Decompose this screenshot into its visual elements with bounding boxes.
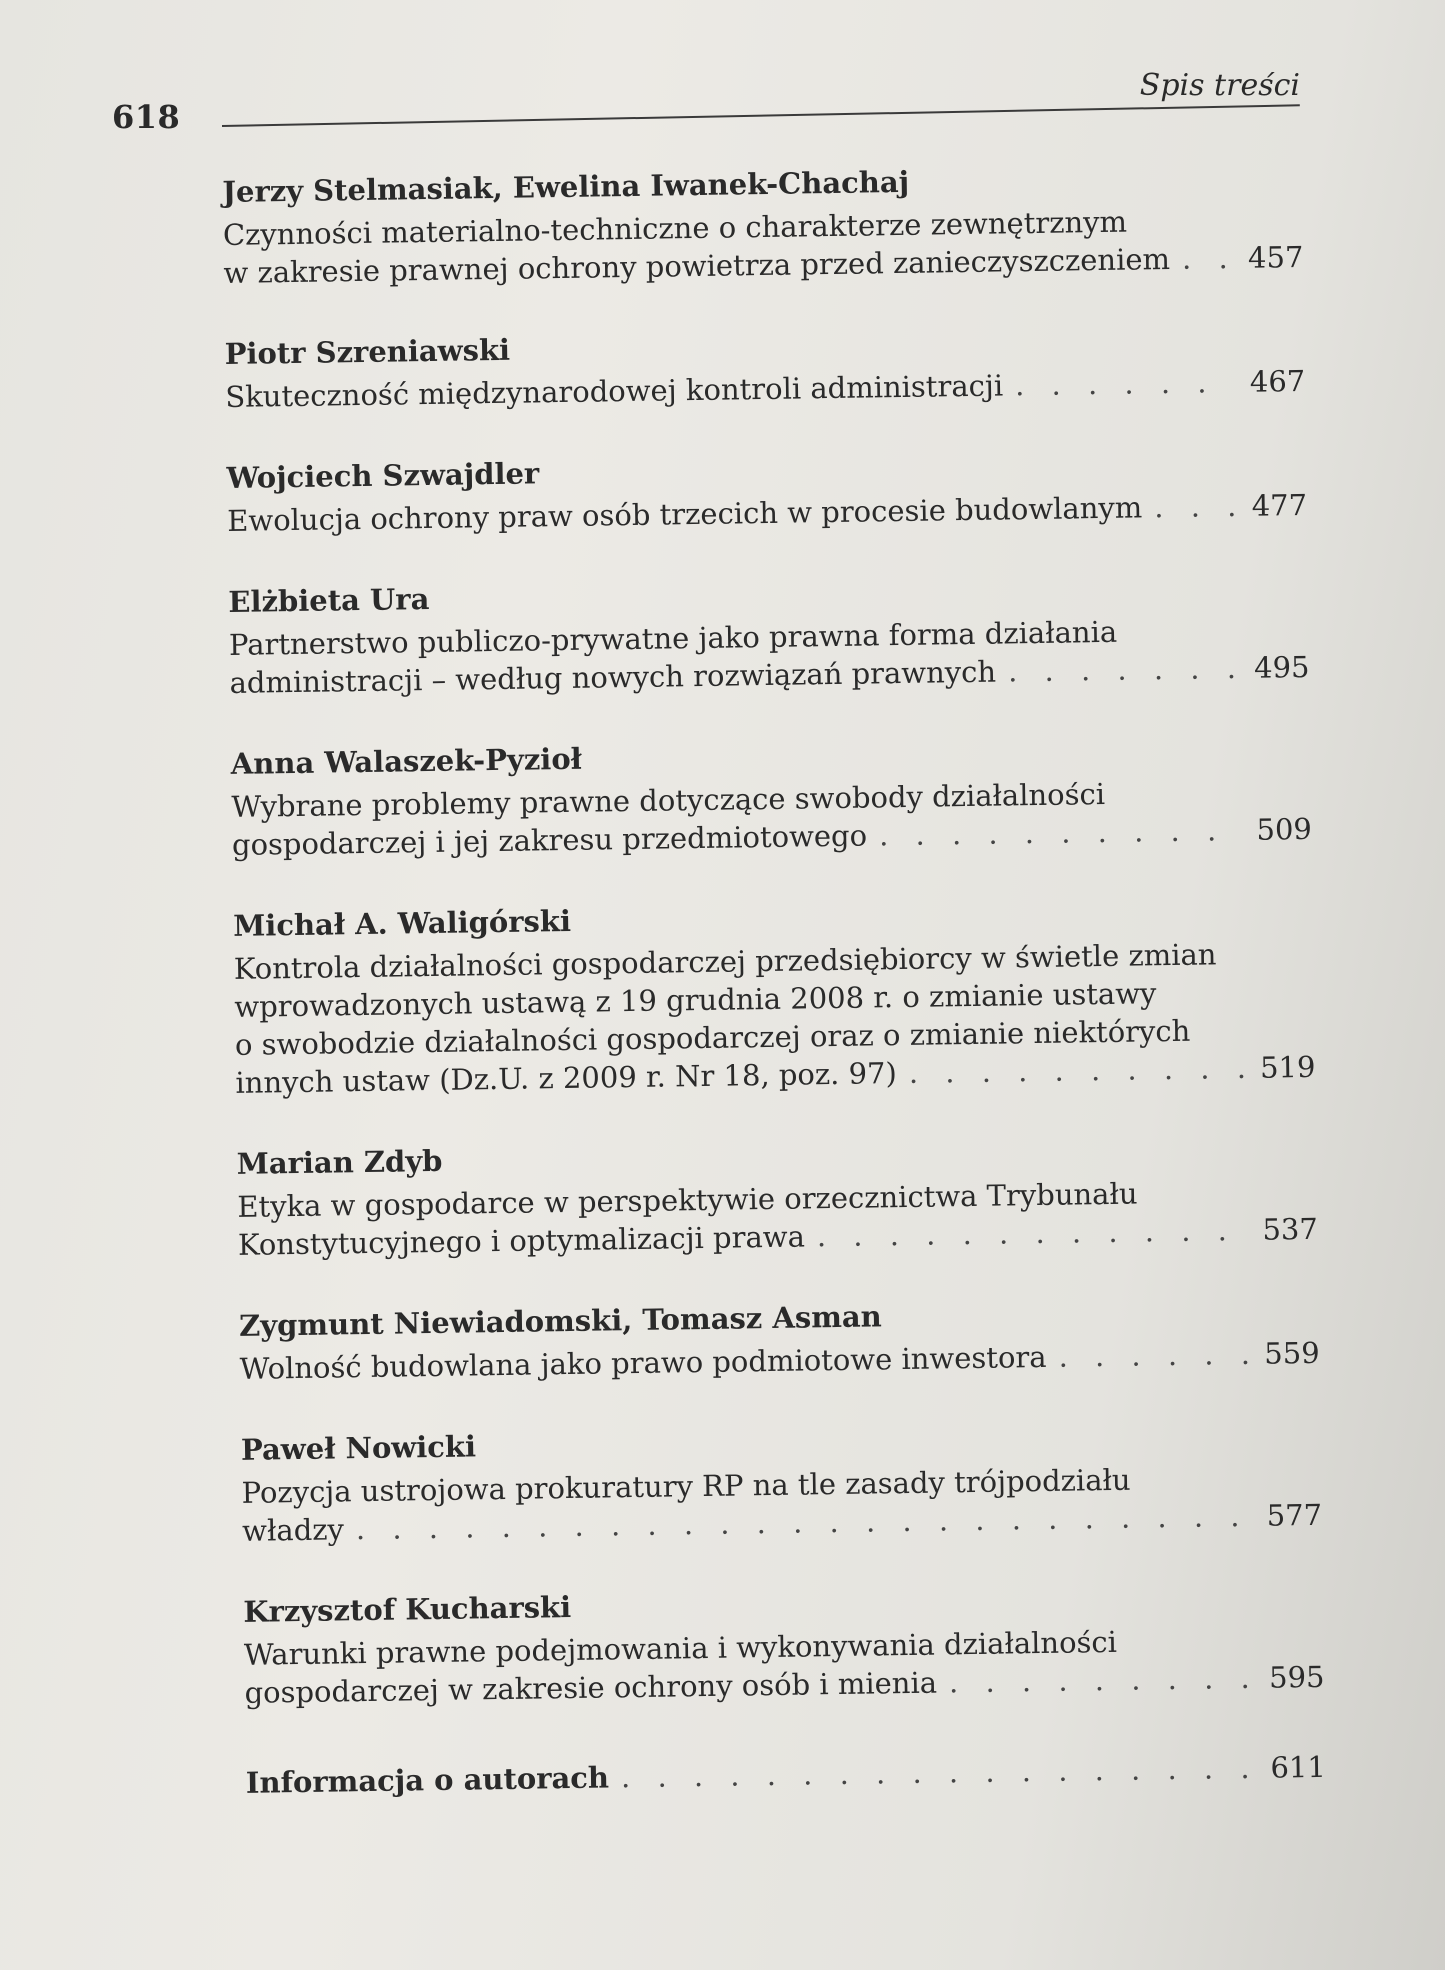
toc-title-line: Kontrola działalności gospodarczej przedsiębiorcy w świetle zmian bbox=[233, 937, 1217, 986]
dot-leader bbox=[909, 1049, 1245, 1092]
toc-title-line: gospodarczej w zakresie ochrony osób i mienia bbox=[244, 1665, 938, 1710]
toc-entry bbox=[224, 318, 1305, 416]
toc-title-line: Konstytucyjnego i optymalizacji prawa bbox=[237, 1219, 806, 1262]
toc-title-line: Skuteczność międzynarodowej kontroli administracji bbox=[225, 368, 1004, 414]
header-rule bbox=[222, 104, 1300, 127]
toc-author: Elżbieta Ura bbox=[228, 581, 430, 619]
toc-entry bbox=[226, 442, 1307, 540]
toc-title-line: gospodarczej i jej zakresu przedmiotowego bbox=[231, 818, 868, 862]
toc-title-line: w zakresie prawnej ochrony powietrza przed zanieczyszczeniem bbox=[223, 241, 1171, 290]
toc-title-line: Warunki prawne podejmowania i wykonywania działalności bbox=[243, 1624, 1118, 1672]
toc-author: Anna Walaszek-Pyzioł bbox=[230, 741, 583, 781]
dot-leader bbox=[1154, 487, 1236, 526]
toc-title-line: Czynności materialno-techniczne o charakterze zewnętrznym bbox=[222, 204, 1128, 252]
running-head: Spis treści bbox=[1139, 68, 1300, 103]
toc-author: Michał A. Waligórski bbox=[232, 903, 572, 943]
page-reference: 467 bbox=[1249, 363, 1306, 399]
toc-title-line: Wybrane problemy prawne dotyczące swobody działalności bbox=[231, 776, 1106, 824]
toc-author: Paweł Nowicki bbox=[240, 1429, 477, 1467]
toc-title-line: Ewolucja ochrony praw osób trzecich w procesie budowlanym bbox=[226, 490, 1143, 538]
toc-title-line: Etyka w gospodarce w perspektywie orzecznictwa Trybunału bbox=[237, 1176, 1138, 1224]
dot-leader bbox=[1182, 239, 1233, 278]
toc-author: Krzysztof Kucharski bbox=[243, 1589, 572, 1629]
page-reference: 519 bbox=[1259, 1049, 1316, 1085]
page-reference: 537 bbox=[1262, 1211, 1319, 1247]
toc-author: Marian Zdyb bbox=[236, 1143, 443, 1181]
page-number: 618 bbox=[112, 98, 181, 136]
page-reference: 595 bbox=[1268, 1659, 1325, 1695]
toc-title-line: administracji – według nowych rozwiązań prawnych bbox=[229, 654, 997, 700]
toc-title-line: Partnerstwo publiczo-prywatne jako prawna forma działania bbox=[228, 614, 1118, 662]
page-reference: 611 bbox=[1270, 1749, 1327, 1785]
page-reference: 477 bbox=[1251, 487, 1308, 523]
toc-author: Piotr Szreniawski bbox=[224, 332, 511, 371]
toc-title-line: wprowadzonych ustawą z 19 grudnia 2008 r. o zmianie ustawy bbox=[234, 976, 1157, 1024]
dot-leader bbox=[1015, 363, 1234, 404]
dot-leader bbox=[1008, 649, 1239, 690]
toc-entry-label: Informacja o autorach bbox=[245, 1760, 610, 1800]
toc-entry bbox=[230, 728, 1312, 864]
toc-title-line: Wolność budowlana jako prawo podmiotowe inwestora bbox=[239, 1339, 1047, 1386]
toc-entry bbox=[239, 1290, 1320, 1388]
dot-leader bbox=[949, 1659, 1254, 1702]
page-reference: 495 bbox=[1253, 649, 1310, 685]
toc-author: Zygmunt Niewiadomski, Tomasz Asman bbox=[238, 1299, 882, 1343]
toc-entry bbox=[222, 156, 1304, 292]
page-reference: 509 bbox=[1256, 811, 1313, 847]
toc-title-line: władzy bbox=[241, 1512, 345, 1548]
page-reference: 559 bbox=[1264, 1335, 1320, 1371]
dot-leader bbox=[817, 1211, 1247, 1255]
page-reference: 457 bbox=[1247, 239, 1304, 275]
toc-entry-authors-info bbox=[246, 1748, 1326, 1802]
dot-leader bbox=[1058, 1335, 1248, 1376]
toc-title-line: Pozycja ustrojowa prokuratury RP na tle zasady trójpodziału bbox=[241, 1462, 1131, 1510]
toc-entry bbox=[228, 566, 1310, 702]
dot-leader bbox=[879, 811, 1241, 854]
toc-entries bbox=[222, 156, 1325, 1712]
toc-author: Wojciech Szwajdler bbox=[226, 456, 540, 495]
toc-entry bbox=[243, 1576, 1325, 1712]
page-reference: 577 bbox=[1266, 1497, 1323, 1533]
toc-entry bbox=[241, 1414, 1323, 1550]
toc-entry bbox=[233, 890, 1316, 1102]
toc-entry bbox=[236, 1128, 1318, 1264]
toc-author: Jerzy Stelmasiak, Ewelina Iwanek-Chachaj bbox=[222, 164, 910, 209]
toc-title-line: innych ustaw (Dz.U. z 2009 r. Nr 18, poz. 97) bbox=[235, 1056, 898, 1100]
dot-leader bbox=[621, 1749, 1255, 1796]
table-of-contents bbox=[222, 156, 1326, 1802]
toc-last-line bbox=[246, 1748, 1326, 1802]
toc-title-line: o swobodzie działalności gospodarczej oraz o zmianie niektórych bbox=[234, 1013, 1191, 1062]
